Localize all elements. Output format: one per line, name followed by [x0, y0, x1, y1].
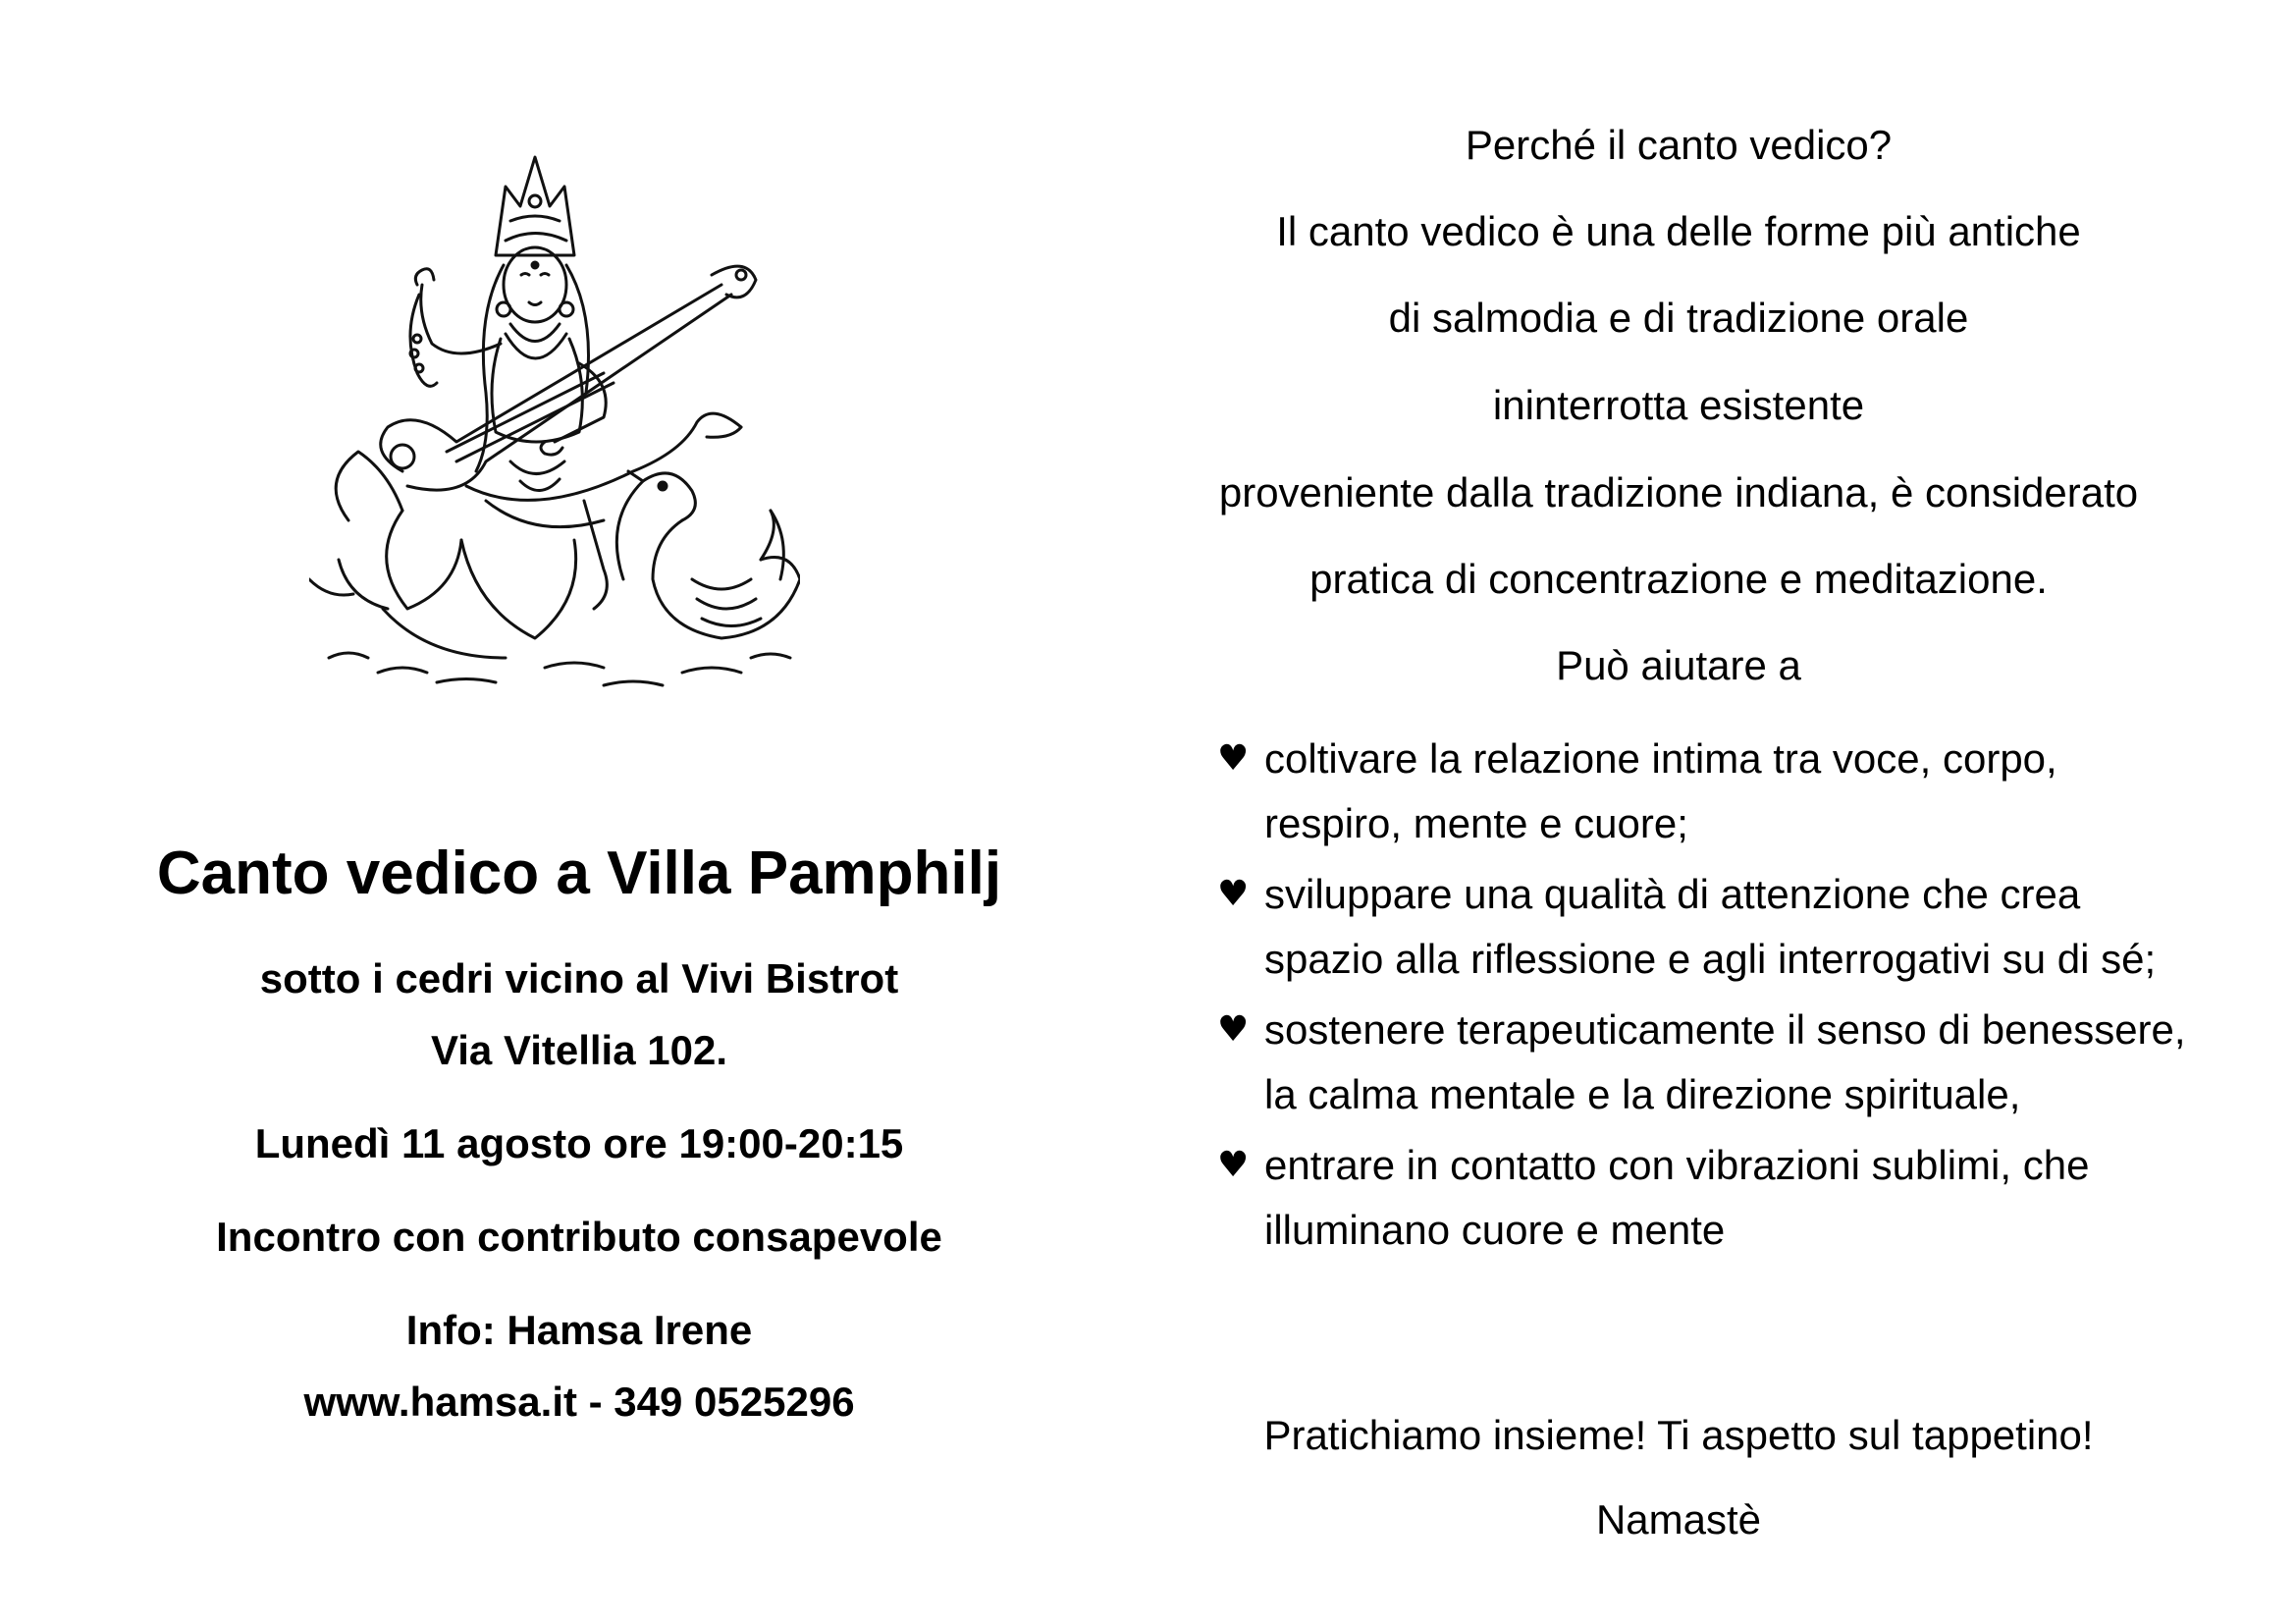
list-item — [1217, 1133, 2199, 1263]
benefit-text: sviluppare una qualità di attenzione che crea spazio alla riflessione e agli interrogativi su di sé; — [1264, 871, 2157, 982]
benefits-list — [1217, 727, 2199, 1269]
event-datetime: Lunedì 11 agosto ore 19:00-20:15 — [254, 1120, 904, 1166]
event-contribution: Incontro con contributo consapevole — [216, 1214, 942, 1260]
description-panel — [1158, 0, 2296, 1624]
description-line-1: Il canto vedico è una delle forme più antiche — [1276, 208, 2081, 254]
heart-bullet-icon: ♥ — [1217, 738, 1250, 779]
description-line-3: ininterrotta esistente — [1492, 382, 1865, 428]
info-contact-website-phone[interactable]: www.hamsa.it - 349 0525296 — [303, 1379, 855, 1425]
heart-bullet-icon: ♥ — [1217, 1145, 1250, 1185]
list-item — [1217, 862, 2199, 992]
heart-bullet-icon: ♥ — [1217, 1009, 1250, 1050]
closing-line: Pratichiamo insieme! Ti aspetto sul tappetino! — [1263, 1412, 2094, 1458]
benefit-text: sostenere terapeuticamente il senso di benessere, la calma mentale e la direzione spirituale, — [1264, 1006, 2186, 1117]
location-line-1: sotto i cedri vicino al Vivi Bistrot — [259, 955, 899, 1001]
list-item — [1217, 727, 2199, 856]
info-contact-name: Info: Hamsa Irene — [405, 1307, 753, 1353]
event-title: Canto vedico a Villa Pamphilj — [156, 839, 1002, 907]
benefit-text: coltivare la relazione intima tra voce, corpo, respiro, mente e cuore; — [1264, 735, 2057, 846]
benefits-intro: Può aiutare a — [1556, 642, 1801, 688]
list-item — [1217, 998, 2199, 1127]
benefit-text: entrare in contatto con vibrazioni sublimi, che illuminano cuore e mente — [1264, 1142, 2090, 1253]
saraswati-illustration-icon — [309, 147, 800, 697]
description-line-4: proveniente dalla tradizione indiana, è considerato — [1218, 469, 2139, 515]
heart-bullet-icon: ♥ — [1217, 874, 1250, 914]
description-line-2: di salmodia e di tradizione orale — [1388, 295, 1969, 341]
description-heading: Perché il canto vedico? — [1465, 122, 1893, 168]
location-address: Via Vitellia 102. — [431, 1027, 727, 1073]
description-line-5: pratica di concentrazione e meditazione. — [1309, 556, 2048, 602]
signoff: Namastè — [1595, 1496, 1762, 1543]
